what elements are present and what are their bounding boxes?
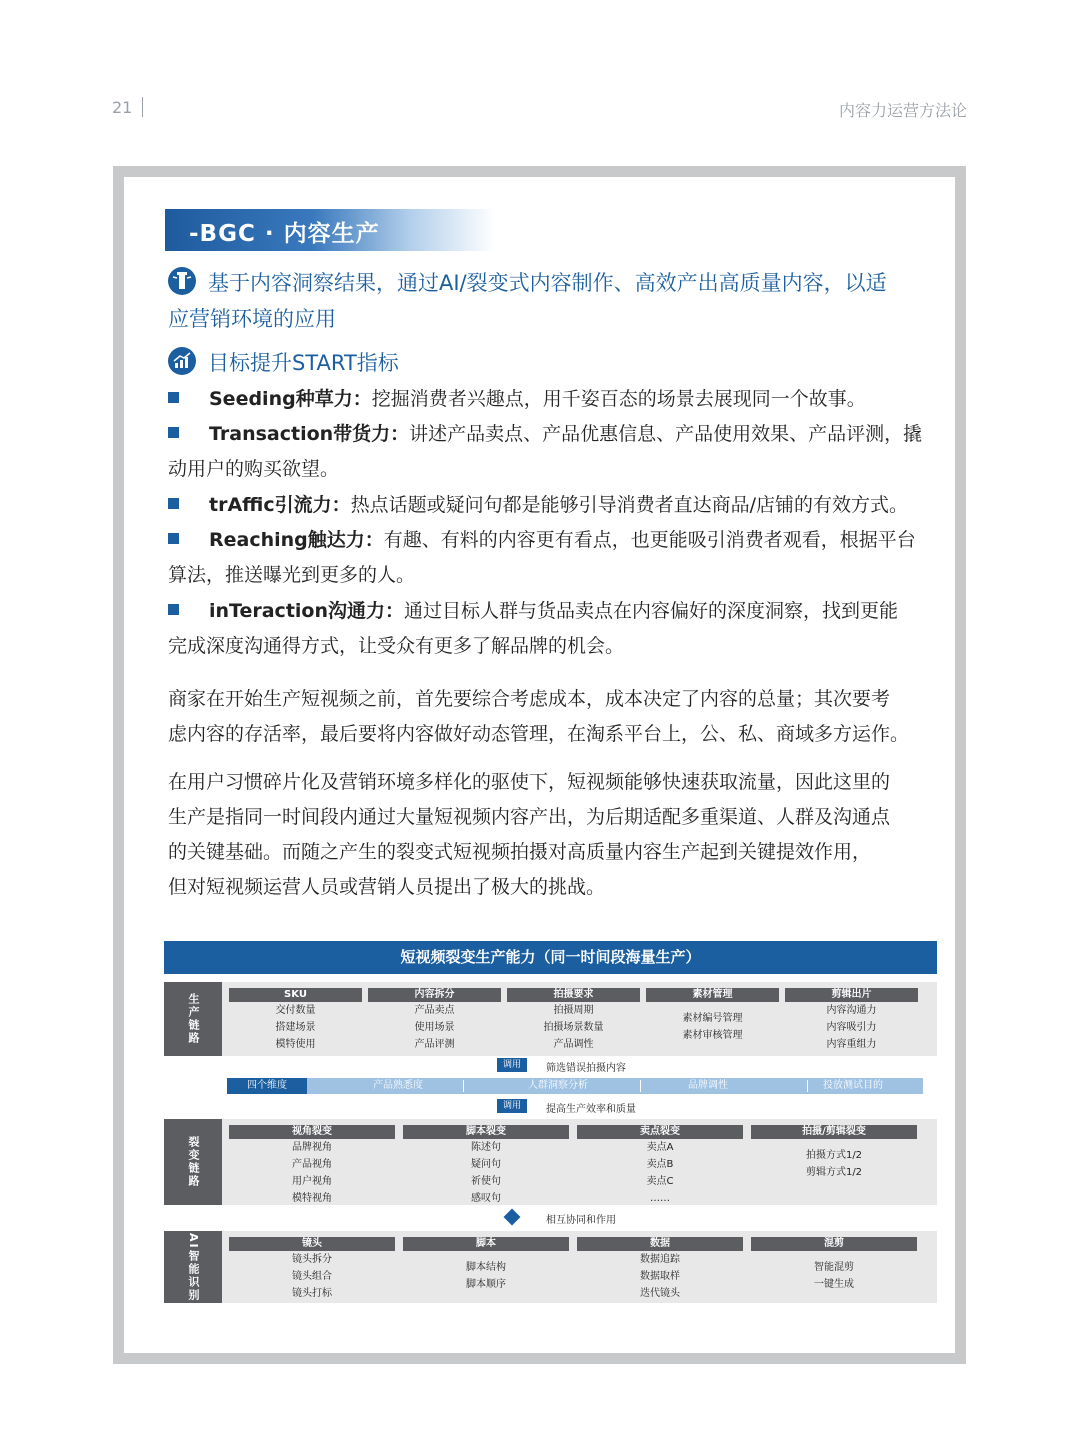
section-title: -BGC · 内容生产 [189,221,380,247]
invoke-tag-top: 调用 [497,1058,527,1072]
column-item: 模特使用 [275,1039,316,1050]
bullet-square-icon [168,427,179,438]
column-point-fission [577,1125,743,1207]
bullet-text: 讲述产品卖点、产品优惠信息、产品使用效果、产品评测，撬 [409,423,923,445]
dimensions-row [164,1056,937,1116]
paragraph-line: 商家在开始生产短视频之前，首先要综合考虑成本，成本决定了内容的总量；其次要考 [168,688,891,710]
paragraph-fission [168,765,948,905]
column-shot [229,1237,395,1302]
column-item: 产品卖点 [414,1005,455,1016]
page-number: 21 [112,98,133,117]
content-inner [124,177,955,1353]
column-head: 拍摄要求 [507,988,640,1002]
column-item: 卖点A [646,1142,674,1153]
column-item: 素材编号管理 [682,1013,743,1024]
invoke-tag-bottom: 调用 [497,1099,527,1113]
lead-line-2: 应营销环境的应用 [168,307,336,331]
dimension-divider [640,1080,641,1092]
column-item: 卖点B [646,1159,674,1170]
collaboration-note: 相互协同和作用 [546,1215,616,1226]
column-item: 搭建场景 [275,1022,316,1033]
column-item: 陈述句 [471,1142,501,1153]
dimension-item: 投放测试目的 [823,1080,883,1091]
column-item: 迭代镜头 [640,1288,680,1299]
bullet-transaction [168,417,948,487]
column-item: 镜头打标 [292,1288,332,1299]
column-item: 拍摄周期 [553,1005,594,1016]
column-head: 剪辑出片 [785,988,918,1002]
column-item: 交付数量 [275,1005,316,1016]
invoke-note-bottom: 提高生产效率和质量 [546,1104,636,1115]
bullet-traffic [168,488,948,523]
dimensions-bar [227,1078,923,1094]
column-view-fission [229,1125,395,1207]
dimension-divider [807,1080,808,1092]
dimension-item: 产品熟悉度 [373,1080,423,1091]
bullet-text-cont: 动用户的购买欲望。 [168,458,340,480]
column-item: 脚本顺序 [466,1279,506,1290]
content-frame [113,166,966,1364]
bullet-text-cont: 完成深度沟通得方式，让受众有更多了解品牌的机会。 [168,635,625,657]
bullet-square-icon [168,533,179,544]
bullet-term: trAffic引流力： [209,494,351,516]
bullet-square-icon [168,392,179,403]
column-item: 拍摄场景数量 [543,1022,604,1033]
column-item: 镜头拆分 [292,1254,332,1265]
bullet-square-icon [168,604,179,615]
dimension-item: 人群洞察分析 [528,1080,588,1091]
bullet-term: Seeding种草力： [209,388,372,410]
column-item: 剪辑方式1/2 [805,1167,863,1178]
band-label: 生产链路 [164,982,222,1056]
column-mix-edit [751,1237,917,1293]
column-item: 疑问句 [471,1159,501,1170]
bullet-seeding [168,382,948,417]
band-label: 裂变链路 [164,1119,222,1205]
column-item: 一键生成 [814,1279,854,1290]
lead-line-1: 基于内容洞察结果，通过AI/裂变式内容制作、高效产出高质量内容，以适 [208,271,887,295]
column-item: 产品评测 [414,1039,455,1050]
column-item: 产品调性 [553,1039,594,1050]
section-banner [165,209,495,251]
paragraph-line: 生产是指同一时间段内通过大量短视频内容产出，为后期适配多重渠道、人群及沟通点 [168,806,891,828]
column-item: 内容沟通力 [826,1005,877,1016]
paragraph-line: 但对短视频运营人员或营销人员提出了极大的挑战。 [168,876,606,898]
column-item: 脚本结构 [466,1262,506,1273]
production-chain-band [164,982,937,1056]
column-script [403,1237,569,1293]
column-head: 卖点裂变 [577,1125,743,1139]
lighthouse-icon [168,267,196,295]
band-label: AI智能识别 [164,1231,222,1303]
paragraph-line: 虑内容的存活率，最后要将内容做好动态管理，在淘系平台上，公、私、商域多方运作。 [168,723,910,745]
column-item: 产品视角 [292,1159,332,1170]
column-item: 镜头组合 [292,1271,332,1282]
bullet-text: 挖掘消费者兴趣点，用千姿百态的场景去展现同一个故事。 [371,388,866,410]
column-head: 脚本裂变 [403,1125,569,1139]
column-item: 祈使句 [471,1176,501,1187]
column-head: SKU [229,988,362,1002]
column-item: 内容重组力 [826,1039,877,1050]
diamond-icon [504,1209,521,1226]
bullet-text: 通过目标人群与货品卖点在内容偏好的深度洞察，找到更能 [404,600,899,622]
lead-paragraph-1 [168,265,948,337]
column-head: 内容拆分 [368,988,501,1002]
column-item: 拍摄方式1/2 [805,1150,863,1161]
bullet-text: 有趣、有料的内容更有看点，也更能吸引消费者观看，根据平台 [383,529,916,551]
column-head: 脚本 [403,1237,569,1251]
column-shoot-edit-fission [751,1125,917,1181]
dimension-item: 品牌调性 [688,1080,728,1091]
lead-paragraph-2 [168,345,948,381]
growth-chart-icon [168,347,196,375]
dimension-label: 四个维度 [227,1078,307,1094]
column-head: 拍摄/剪辑裂变 [751,1125,917,1139]
bullet-term: inTeraction沟通力： [209,600,404,622]
column-head: 视角裂变 [229,1125,395,1139]
bullet-reaching [168,523,948,593]
column-sku [229,988,362,1053]
paragraph-cost [168,682,948,752]
fission-chain-band [164,1119,937,1205]
column-item: 品牌视角 [292,1142,332,1153]
column-item: 内容吸引力 [826,1022,877,1033]
paragraph-line: 在用户习惯碎片化及营销环境多样化的驱使下，短视频能够快速获取流量，因此这里的 [168,771,891,793]
column-edit-output [785,988,918,1053]
invoke-note-top: 筛选错误拍摄内容 [546,1063,626,1074]
column-item: 模特视角 [292,1193,332,1204]
column-item: 智能混剪 [814,1262,854,1273]
bullet-text: 热点话题或疑问句都是能够引导消费者直达商品/店铺的有效方式。 [350,494,909,516]
diagram-title: 短视频裂变生产能力（同一时间段海量生产） [164,941,937,974]
paragraph-line: 的关键基础。而随之产生的裂变式短视频拍摄对高质量内容生产起到关键提效作用， [168,841,872,863]
bullet-term: Transaction带货力： [209,423,410,445]
collaboration-row [164,1205,937,1231]
page-header-title: 内容力运营方法论 [838,101,967,120]
column-head: 素材管理 [646,988,779,1002]
column-head: 数据 [577,1237,743,1251]
bullet-interaction [168,594,948,664]
column-data [577,1237,743,1302]
column-shoot-req [507,988,640,1053]
bullet-text-cont: 算法，推送曝光到更多的人。 [168,564,416,586]
column-asset-mgmt [646,988,779,1044]
column-item: 卖点C [646,1176,674,1187]
column-item: 素材审核管理 [682,1030,743,1041]
ai-recognition-band [164,1231,937,1303]
bullet-term: Reaching触达力： [209,529,384,551]
page-number-divider [142,97,143,117]
lead-2-text: 目标提升START指标 [208,351,399,375]
column-item: 用户视角 [292,1176,332,1187]
column-content-split [368,988,501,1053]
column-item: 使用场景 [414,1022,455,1033]
column-item: 数据追踪 [640,1254,680,1265]
column-item: 感叹句 [471,1193,501,1204]
dimension-divider [463,1080,464,1092]
column-head: 混剪 [751,1237,917,1251]
bullet-square-icon [168,498,179,509]
column-script-fission [403,1125,569,1207]
column-head: 镜头 [229,1237,395,1251]
column-item: 数据取样 [640,1271,680,1282]
production-capability-diagram [164,941,937,1303]
column-item: …… [650,1193,670,1204]
